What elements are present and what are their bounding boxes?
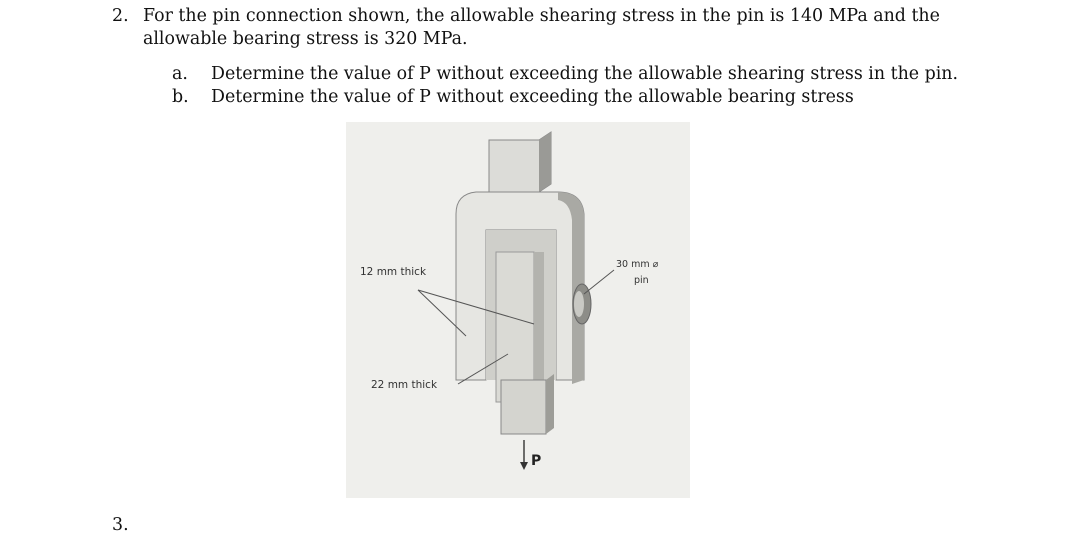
problem-number: 2. — [112, 6, 129, 26]
pin-face — [574, 291, 584, 317]
pin-diameter-label: 30 mm ⌀ — [616, 259, 659, 270]
load-arrow-head — [520, 462, 528, 470]
subquestion-text: Determine the value of P without exceeding the allowable shearing stress in the pin. — [211, 64, 959, 84]
subquestion-text: Determine the value of P without exceeding the allowable bearing stress — [211, 87, 854, 107]
pin-connection-drawing — [346, 122, 690, 498]
lower-rod-side — [546, 374, 554, 434]
top-rod-side — [539, 132, 551, 192]
problem-stem-line-1: For the pin connection shown, the allowable shearing stress in the pin is 140 MPa and the — [143, 6, 940, 26]
next-problem-cutoff: 3. — [112, 515, 129, 535]
load-label: P — [531, 453, 542, 469]
lower-rod — [501, 380, 546, 434]
pin-connection-figure — [346, 122, 690, 498]
subquestion-letter: a. — [172, 64, 188, 84]
bar-thickness-label: 22 mm thick — [371, 379, 438, 391]
pin-label: pin — [634, 275, 649, 286]
leader-pin — [584, 270, 614, 294]
problem-stem-line-2: allowable bearing stress is 320 MPa. — [143, 29, 468, 49]
subquestion-letter: b. — [172, 87, 189, 107]
clevis-thickness-label: 12 mm thick — [360, 266, 427, 278]
